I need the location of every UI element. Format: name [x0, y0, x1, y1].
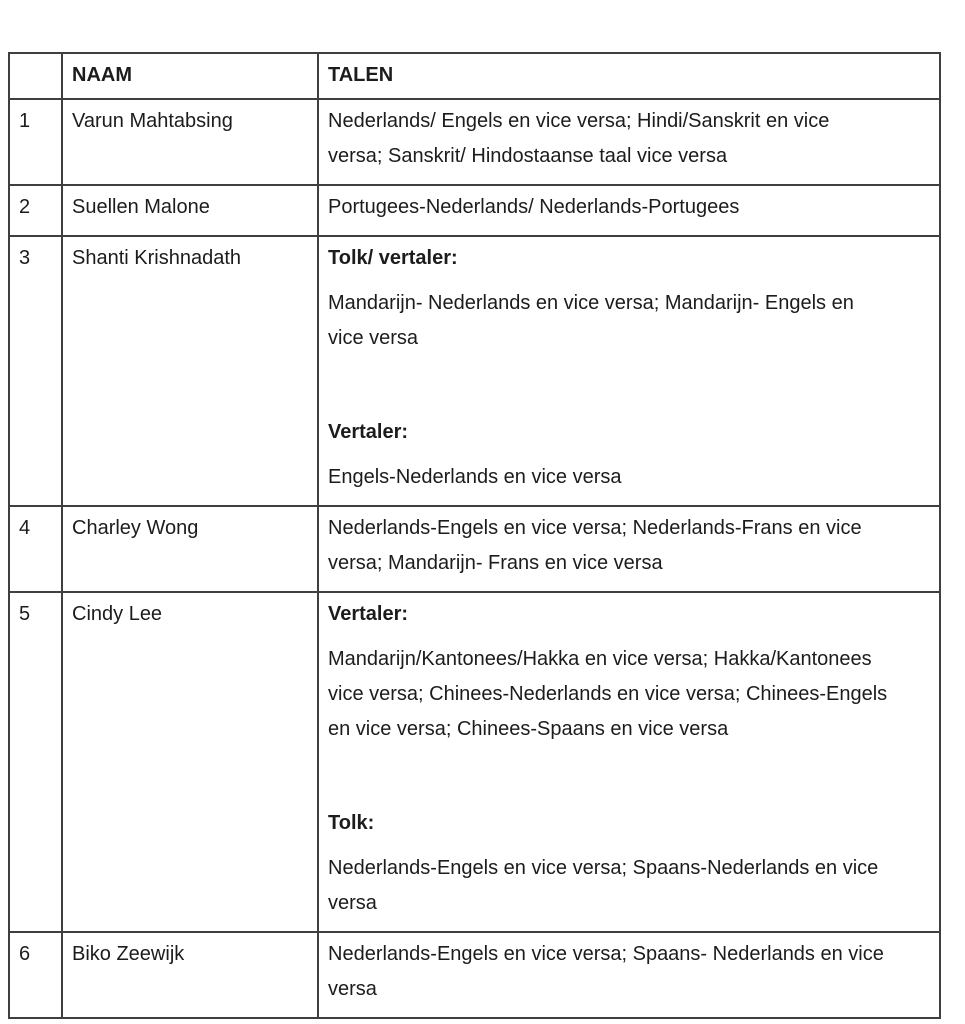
talen-line: en vice versa; Chinees-Spaans en vice versa — [328, 718, 729, 740]
talen-line: vice versa — [328, 327, 419, 349]
talen-line: Nederlands/ Engels en vice versa; Hindi/Sanskrit en vice — [328, 110, 830, 132]
talen-line: Nederlands-Engels en vice versa; Nederlands-Frans en vice — [328, 517, 862, 539]
row-number: 4 — [9, 506, 62, 592]
talen-heading — [328, 415, 931, 450]
table-row — [9, 592, 940, 932]
row-talen — [318, 185, 940, 236]
row-talen — [318, 236, 940, 506]
row-name: Charley Wong — [62, 506, 318, 592]
talen-line: Engels-Nederlands en vice versa — [328, 466, 622, 488]
row-name: Cindy Lee — [62, 592, 318, 932]
table-row — [9, 99, 940, 185]
header-naam: NAAM — [62, 53, 318, 99]
talen-line: versa — [328, 892, 377, 914]
row-number: 5 — [9, 592, 62, 932]
talen-paragraph — [328, 642, 931, 747]
talen-line: versa; Sanskrit/ Hindostaanse taal vice versa — [328, 145, 728, 167]
talen-line: Portugees-Nederlands/ Nederlands-Portugees — [328, 196, 740, 218]
blank-line — [328, 366, 931, 402]
table-row — [9, 185, 940, 236]
row-talen — [318, 99, 940, 185]
row-name: Suellen Malone — [62, 185, 318, 236]
table-row — [9, 236, 940, 506]
talen-heading — [328, 597, 931, 632]
talen-paragraph — [328, 460, 931, 495]
talen-paragraph — [328, 190, 931, 225]
talen-line: versa; Mandarijn- Frans en vice versa — [328, 552, 663, 574]
talen-line: versa — [328, 978, 377, 1000]
talen-line: vice versa; Chinees-Nederlands en vice versa; Chinees-Engels — [328, 683, 888, 705]
row-name: Biko Zeewijk — [62, 932, 318, 1018]
talen-line: Tolk/ vertaler: — [328, 247, 458, 269]
talen-heading — [328, 241, 931, 276]
table-row — [9, 506, 940, 592]
talen-line: Mandarijn- Nederlands en vice versa; Mandarijn- Engels en — [328, 292, 854, 314]
blank-line — [328, 757, 931, 793]
talen-paragraph — [328, 511, 931, 581]
row-number: 2 — [9, 185, 62, 236]
talen-paragraph — [328, 851, 931, 921]
talen-heading — [328, 806, 931, 841]
talen-line: Nederlands-Engels en vice versa; Spaans-Nederlands en vice — [328, 857, 879, 879]
talen-paragraph — [328, 937, 931, 1007]
header-talen: TALEN — [318, 53, 940, 99]
row-talen — [318, 592, 940, 932]
talen-paragraph — [328, 104, 931, 174]
header-number-cell — [9, 53, 62, 99]
row-number: 6 — [9, 932, 62, 1018]
talen-line: Tolk: — [328, 812, 375, 834]
talen-line: Mandarijn/Kantonees/Hakka en vice versa; Hakka/Kantonees — [328, 648, 872, 670]
row-number: 3 — [9, 236, 62, 506]
translators-table — [8, 52, 941, 1019]
talen-line: Vertaler: — [328, 421, 409, 443]
header-row — [9, 53, 940, 99]
table-row — [9, 932, 940, 1018]
row-name: Varun Mahtabsing — [62, 99, 318, 185]
row-name: Shanti Krishnadath — [62, 236, 318, 506]
talen-paragraph — [328, 286, 931, 356]
talen-line: Nederlands-Engels en vice versa; Spaans- Nederlands en vice — [328, 943, 884, 965]
row-number: 1 — [9, 99, 62, 185]
talen-line: Vertaler: — [328, 603, 409, 625]
row-talen — [318, 506, 940, 592]
row-talen — [318, 932, 940, 1018]
